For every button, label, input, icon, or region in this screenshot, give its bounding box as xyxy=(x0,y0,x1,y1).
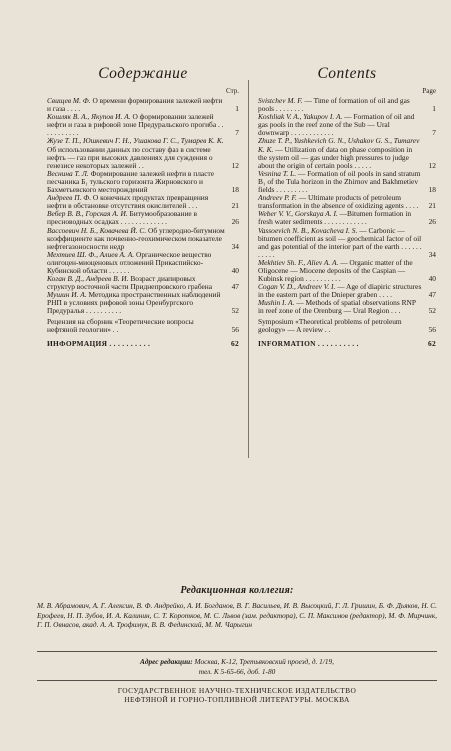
toc-entry-author: Вассоевич Н. Б., Ковачева Й. С. xyxy=(47,225,147,235)
toc-entry-title: — Age of diapiric structures in the eastern part of the Dnieper graben . . . . xyxy=(258,282,422,300)
toc-entry-author: Веснина Т. Л. xyxy=(47,168,89,178)
toc-entry-page: 21 xyxy=(231,201,239,211)
toc-entry xyxy=(258,283,436,299)
toc-entry-author: Вебер В. В., Горская А. И. xyxy=(47,209,128,219)
toc-entry-title: О конечных продуктах превращения нефти в обстановке отсутствия окислителей . . . xyxy=(47,193,209,211)
toc-entry xyxy=(47,194,239,210)
contents-english xyxy=(258,63,436,348)
toc-entry-title: Рецензия на сборник «Теоретические вопросы нефтяной геологии» . . xyxy=(47,316,194,334)
toc-entry-author: Андреев П. Ф. xyxy=(47,193,92,203)
toc-entry xyxy=(47,318,239,334)
toc-entry-author: Мехтиев Ш. Ф., Алиев А. А. xyxy=(47,249,135,259)
address-label: Адрес редакции: xyxy=(140,657,193,666)
toc-entry-page: 26 xyxy=(231,217,239,227)
publisher-line-2: НЕФТЯНОЙ И ГОРНО-ТОПЛИВНОЙ ЛИТЕРАТУРЫ. МОСКВА xyxy=(124,695,350,705)
toc-entry xyxy=(258,210,436,226)
toc-entry-title: Органическое вещество олигоцен-миоценовых отложений Прикаспийско-Кубинской области . . . . . . xyxy=(47,249,212,275)
page-column-header-en: Page xyxy=(422,87,436,95)
toc-entry-page: 56 xyxy=(428,324,436,334)
toc-entry-page: 34 xyxy=(231,241,239,251)
toc-entry-page: 7 xyxy=(432,128,436,138)
toc-entry-page: 40 xyxy=(231,265,239,275)
toc-entry xyxy=(47,113,239,137)
toc-entry-page: 1 xyxy=(235,104,239,114)
toc-entry xyxy=(258,170,436,194)
toc-entry-title: Методика пространственных наблюдений РНП в условиях рифовой зоны Оренбургского Предуралья . . . . . . . . . . xyxy=(47,290,221,316)
toc-entry xyxy=(258,194,436,210)
toc-entry-author: Vassoevich N. B., Kovacheva I. S. xyxy=(258,225,358,235)
contents-heading-en: Contents xyxy=(317,65,377,82)
toc-entry-page: 18 xyxy=(428,185,436,195)
toc-entry-author: Cogan V. D., Andreev V. I. xyxy=(258,282,336,292)
toc-entry xyxy=(258,137,436,169)
toc-entry-author: Vesnina T. L. xyxy=(258,168,297,178)
toc-entry-title: —Bitumen formation in fresh water sediments . . . . . . . . . . . . xyxy=(258,209,412,227)
editorial-board xyxy=(37,584,437,630)
toc-entry-title: Возраст диапировых структур восточной части Приднепровского грабена xyxy=(47,274,213,292)
editorial-board-title: Редакционная коллегия: xyxy=(180,585,294,596)
editorial-board-members: М. В. Абрамович, А. Г. Алексин, В. Ф. Андрейко, А. И. Богданов, В. Г. Васильев, И. В. Высоцкий, Г. Л. Гришин, Б. Ф. Дьяков, Н. С. Ерофеев, Н. П. Зубов, И. А. Калинин, С. Т. Коротков, М. С. Львов (зам. редактора), С. П. Максимов (редактор), М. Ф. Мирчинк, Г. П. Овнасов, акад. А. А. Трофимук, В. В. Фединский, М. М. Чарыгин xyxy=(37,601,437,630)
toc-entry xyxy=(47,291,239,315)
toc-entry-page: 18 xyxy=(231,185,239,195)
toc-entry xyxy=(258,318,436,334)
toc-entry-page: 12 xyxy=(231,160,239,170)
toc-entry xyxy=(47,227,239,251)
toc-entry-title: — Organic matter of the Oligocene — Miocene deposits of the Caspian — Kubinsk region . . . . . . . . . . xyxy=(258,257,413,284)
toc-entry-title: — Utilization of data on phase composition in the system oil — gas under high pressures to judge about the origin of certain pools . . . . . xyxy=(258,144,413,170)
address-line-2: тел. К 5-65-66, доб. 1-80 xyxy=(198,666,276,676)
divider-bottom xyxy=(37,680,437,681)
toc-entry-page: 52 xyxy=(231,306,239,316)
toc-entry-title: Об углеродно-битумном коэффициенте как почвенно-геохимическом показателе нефтегазоносности недр xyxy=(47,225,225,251)
toc-entry-author: Svistchev M. F. xyxy=(258,96,303,105)
toc-entry-title: Битумообразование в пресноводных осадках . . . . . . . . . . . . . xyxy=(47,209,198,227)
toc-entry-title: — Time of formation of oil and gas pools . . . . . . . . xyxy=(258,96,410,114)
toc-entry-author: Коган В. Д., Андреев В. И. xyxy=(47,274,129,284)
editorial-address xyxy=(37,657,437,676)
divider-top xyxy=(37,651,437,652)
toc-entry-page: 40 xyxy=(428,274,436,284)
toc-entry-page: 56 xyxy=(231,324,239,334)
toc-information-entry xyxy=(258,340,436,348)
address-line-1: Москва, К-12, Третьяковский проезд, д. 1/19, xyxy=(194,657,334,666)
toc-entry-author: Andreev P. F. xyxy=(258,193,297,203)
toc-list-ru xyxy=(47,97,239,348)
toc-information-page: 62 xyxy=(231,338,239,348)
toc-entry-title: — Carbonic — bitumen coefficient as soil — geochemical factor of oil and gas potential of the interior part of the earth . . . . . . . . . . . xyxy=(258,225,422,259)
toc-entry-page: 7 xyxy=(235,128,239,138)
toc-entry-page: 1 xyxy=(432,104,436,114)
toc-entry xyxy=(47,275,239,291)
contents-heading-ru: Содержание xyxy=(98,65,188,82)
toc-entry xyxy=(258,227,436,259)
toc-entry-page: 47 xyxy=(231,282,239,292)
toc-entry xyxy=(47,251,239,275)
toc-information-title: ИНФОРМАЦИЯ . . . . . . . . . . xyxy=(47,338,151,348)
toc-entry xyxy=(47,210,239,226)
toc-entry-title: Symposium «Theoretical problems of petroleum geology» — A review . . xyxy=(258,316,402,334)
toc-entry xyxy=(47,170,239,194)
toc-entry xyxy=(258,259,436,283)
toc-entry-author: Mushin I. A. xyxy=(258,298,295,308)
toc-information-entry xyxy=(47,340,239,348)
toc-entry-page: 21 xyxy=(428,201,436,211)
toc-entry-author: Zhuze T. P., Yushkevich G. N., Ushakov G. S., Tumarev K. K. xyxy=(258,136,420,154)
toc-entry-title: — Ultimate products of petroleum transformation in the absence of oxidizing agents . . . . xyxy=(258,193,419,211)
toc-entry-page: 34 xyxy=(428,249,436,259)
publisher-imprint xyxy=(37,686,437,705)
toc-entry xyxy=(47,97,239,113)
toc-entry xyxy=(258,113,436,137)
toc-entry-author: Свищев М. Ф. xyxy=(47,96,91,105)
toc-entry-author: Mekhtiev Sh. F., Aliev A. A. xyxy=(258,257,339,267)
toc-entry xyxy=(47,137,239,169)
toc-entry-author: Жузе Т. П., Юшкевич Г. Н., Ушакова Г. С., Тумарев К. К. xyxy=(47,136,224,146)
toc-information-page: 62 xyxy=(428,338,436,348)
toc-entry-title: — Methods of spatial observations RNP in reef zone of the Orenburg — Ural Region . . . xyxy=(258,298,416,316)
page-column-header-ru: Стр. xyxy=(226,87,239,95)
toc-entry-title: О формировании залежей нефти и газа в рифовой зоне Предуральского прогиба . . . . . . . . . . . xyxy=(47,112,224,138)
toc-information-title: INFORMATION . . . . . . . . . . xyxy=(258,338,359,348)
toc-entry-author: Weber V. V., Gorskaya A. I. xyxy=(258,209,338,219)
toc-entry-page: 12 xyxy=(428,160,436,170)
toc-entry-title: Об использовании данных по составу фаз в системе нефть — газ при высоких давлениях для суждения о генезисе некоторых залежей . . xyxy=(47,144,213,170)
publisher-line-1: ГОСУДАРСТВЕННОЕ НАУЧНО-ТЕХНИЧЕСКОЕ ИЗДАТЕЛЬСТВО xyxy=(117,686,357,695)
toc-entry-author: Мушин И. А. xyxy=(47,290,87,300)
toc-list-en xyxy=(258,97,436,348)
toc-entry xyxy=(258,299,436,315)
toc-entry-title: О времени формирования залежей нефти и газа . . . . xyxy=(47,96,223,114)
column-divider xyxy=(248,80,249,458)
toc-entry-page: 52 xyxy=(428,306,436,316)
toc-entry-page: 26 xyxy=(428,217,436,227)
toc-entry-page: 47 xyxy=(428,290,436,300)
toc-entry xyxy=(258,97,436,113)
toc-entry-title: Формирование залежей нефти в пласте песчаника Б₁ тульского горизонта Жирновского и Бахметьевского месторождений xyxy=(47,168,214,195)
toc-entry-author: Кошляк В. А., Якупов И. А. xyxy=(47,112,131,122)
toc-entry-author: Koshliak V. A., Yakupov I. A. xyxy=(258,112,343,122)
contents-russian xyxy=(47,63,239,348)
toc-entry-title: — Formation of oil and gas pools in the reef zone of the Sub — Ural downwarp . . . . . . . . . . . . xyxy=(258,112,415,138)
toc-entry-title: — Formation of oil pools in sand stratum B₁ of the Tula horizon in the Zhirnov and Bakhmetiev fields . . . . . . . . . xyxy=(258,168,421,195)
